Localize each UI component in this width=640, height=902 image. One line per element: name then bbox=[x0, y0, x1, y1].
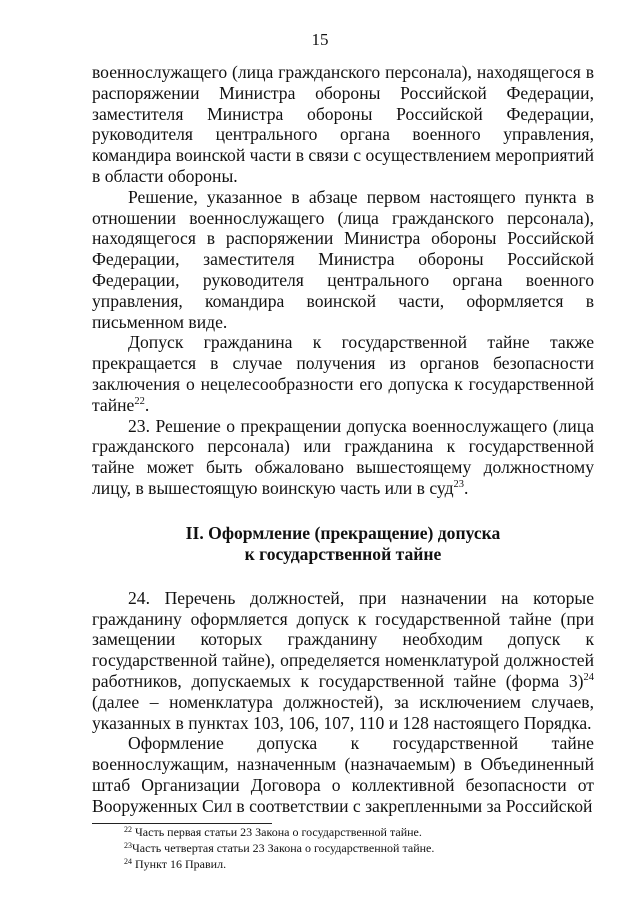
footnote-number: 24 bbox=[124, 857, 132, 866]
paragraph-continuation: военнослужащего (лица гражданского персонала), находящегося в распоряжении Министра обороны Российской Федерации, заместителя Министра обороны Российской Федерации, руководителя центрального органа военного управления, командира воинской части в связи с осуществлением мероприятий в области обороны. bbox=[92, 62, 594, 186]
section-heading-line-2: к государственной тайне bbox=[244, 544, 442, 565]
paragraph-text: 23. Решение о прекращении допуска военнослужащего (лица гражданского персонала) или гражданина к государственной тайне может быть обжаловано вышестоящему должностному лицу, в вышестоящую воинскую часть или в суд bbox=[92, 415, 594, 498]
paragraph-end: . bbox=[144, 394, 150, 415]
footnote-ref-22: 22 bbox=[134, 395, 145, 407]
paragraph-item-23 bbox=[92, 416, 594, 499]
document-body bbox=[92, 62, 594, 817]
page-number: 15 bbox=[311, 30, 329, 49]
footnote-22 bbox=[124, 824, 594, 840]
footnotes bbox=[124, 824, 594, 872]
paragraph-item-24 bbox=[92, 588, 594, 734]
paragraph-end: (далее – номенклатура должностей), за исключением случаев, указанных в пунктах 103, 106, 107, 110 и 128 настоящего Порядка. bbox=[92, 691, 594, 733]
footnote-text: Часть четвертая статьи 23 Закона о государственной тайне. bbox=[132, 841, 435, 855]
footnote-number: 23 bbox=[124, 841, 132, 850]
footnote-ref-24: 24 bbox=[583, 671, 594, 683]
paragraph-termination bbox=[92, 332, 594, 415]
paragraph-text: Допуск гражданина к государственной тайне также прекращается в случае получения из органов безопасности заключения о нецелесообразности его допуска к государственной тайне bbox=[92, 332, 594, 415]
paragraph-end: . bbox=[464, 477, 469, 498]
section-heading-line-1: II. Оформление (прекращение) допуска bbox=[185, 522, 501, 543]
paragraph-ocsto: Оформление допуска к государственной тайне военнослужащим, назначенным (назначаемым) в Объединенный штаб Организации Договора о коллективной безопасности от Вооруженных Сил в соответствии с закрепленными за Российской bbox=[92, 733, 594, 816]
footnote-text: Пункт 16 Правил. bbox=[132, 857, 227, 871]
footnote-23 bbox=[124, 840, 594, 856]
footnote-text: Часть первая статьи 23 Закона о государственной тайне. bbox=[132, 825, 422, 839]
section-heading bbox=[92, 523, 594, 566]
footnote-24 bbox=[124, 856, 594, 872]
paragraph-text: 24. Перечень должностей, при назначении на которые гражданину оформляется допуск к государственной тайне (при замещении которых гражданину необходим допуск к государственной тайне), определяется номенклатурой должностей работников, допускаемых к государственной тайне (форма 3) bbox=[92, 587, 594, 691]
footnote-ref-23: 23 bbox=[453, 478, 465, 490]
paragraph-decision: Решение, указанное в абзаце первом настоящего пункта в отношении военнослужащего (лица гражданского персонала), находящегося в распоряжении Министра обороны Российской Федерации, заместителя Министра обороны Российской Федерации, руководителя центрального органа военного управления, командира воинской части, оформляется в письменном виде. bbox=[92, 186, 594, 332]
footnote-number: 22 bbox=[124, 825, 132, 834]
